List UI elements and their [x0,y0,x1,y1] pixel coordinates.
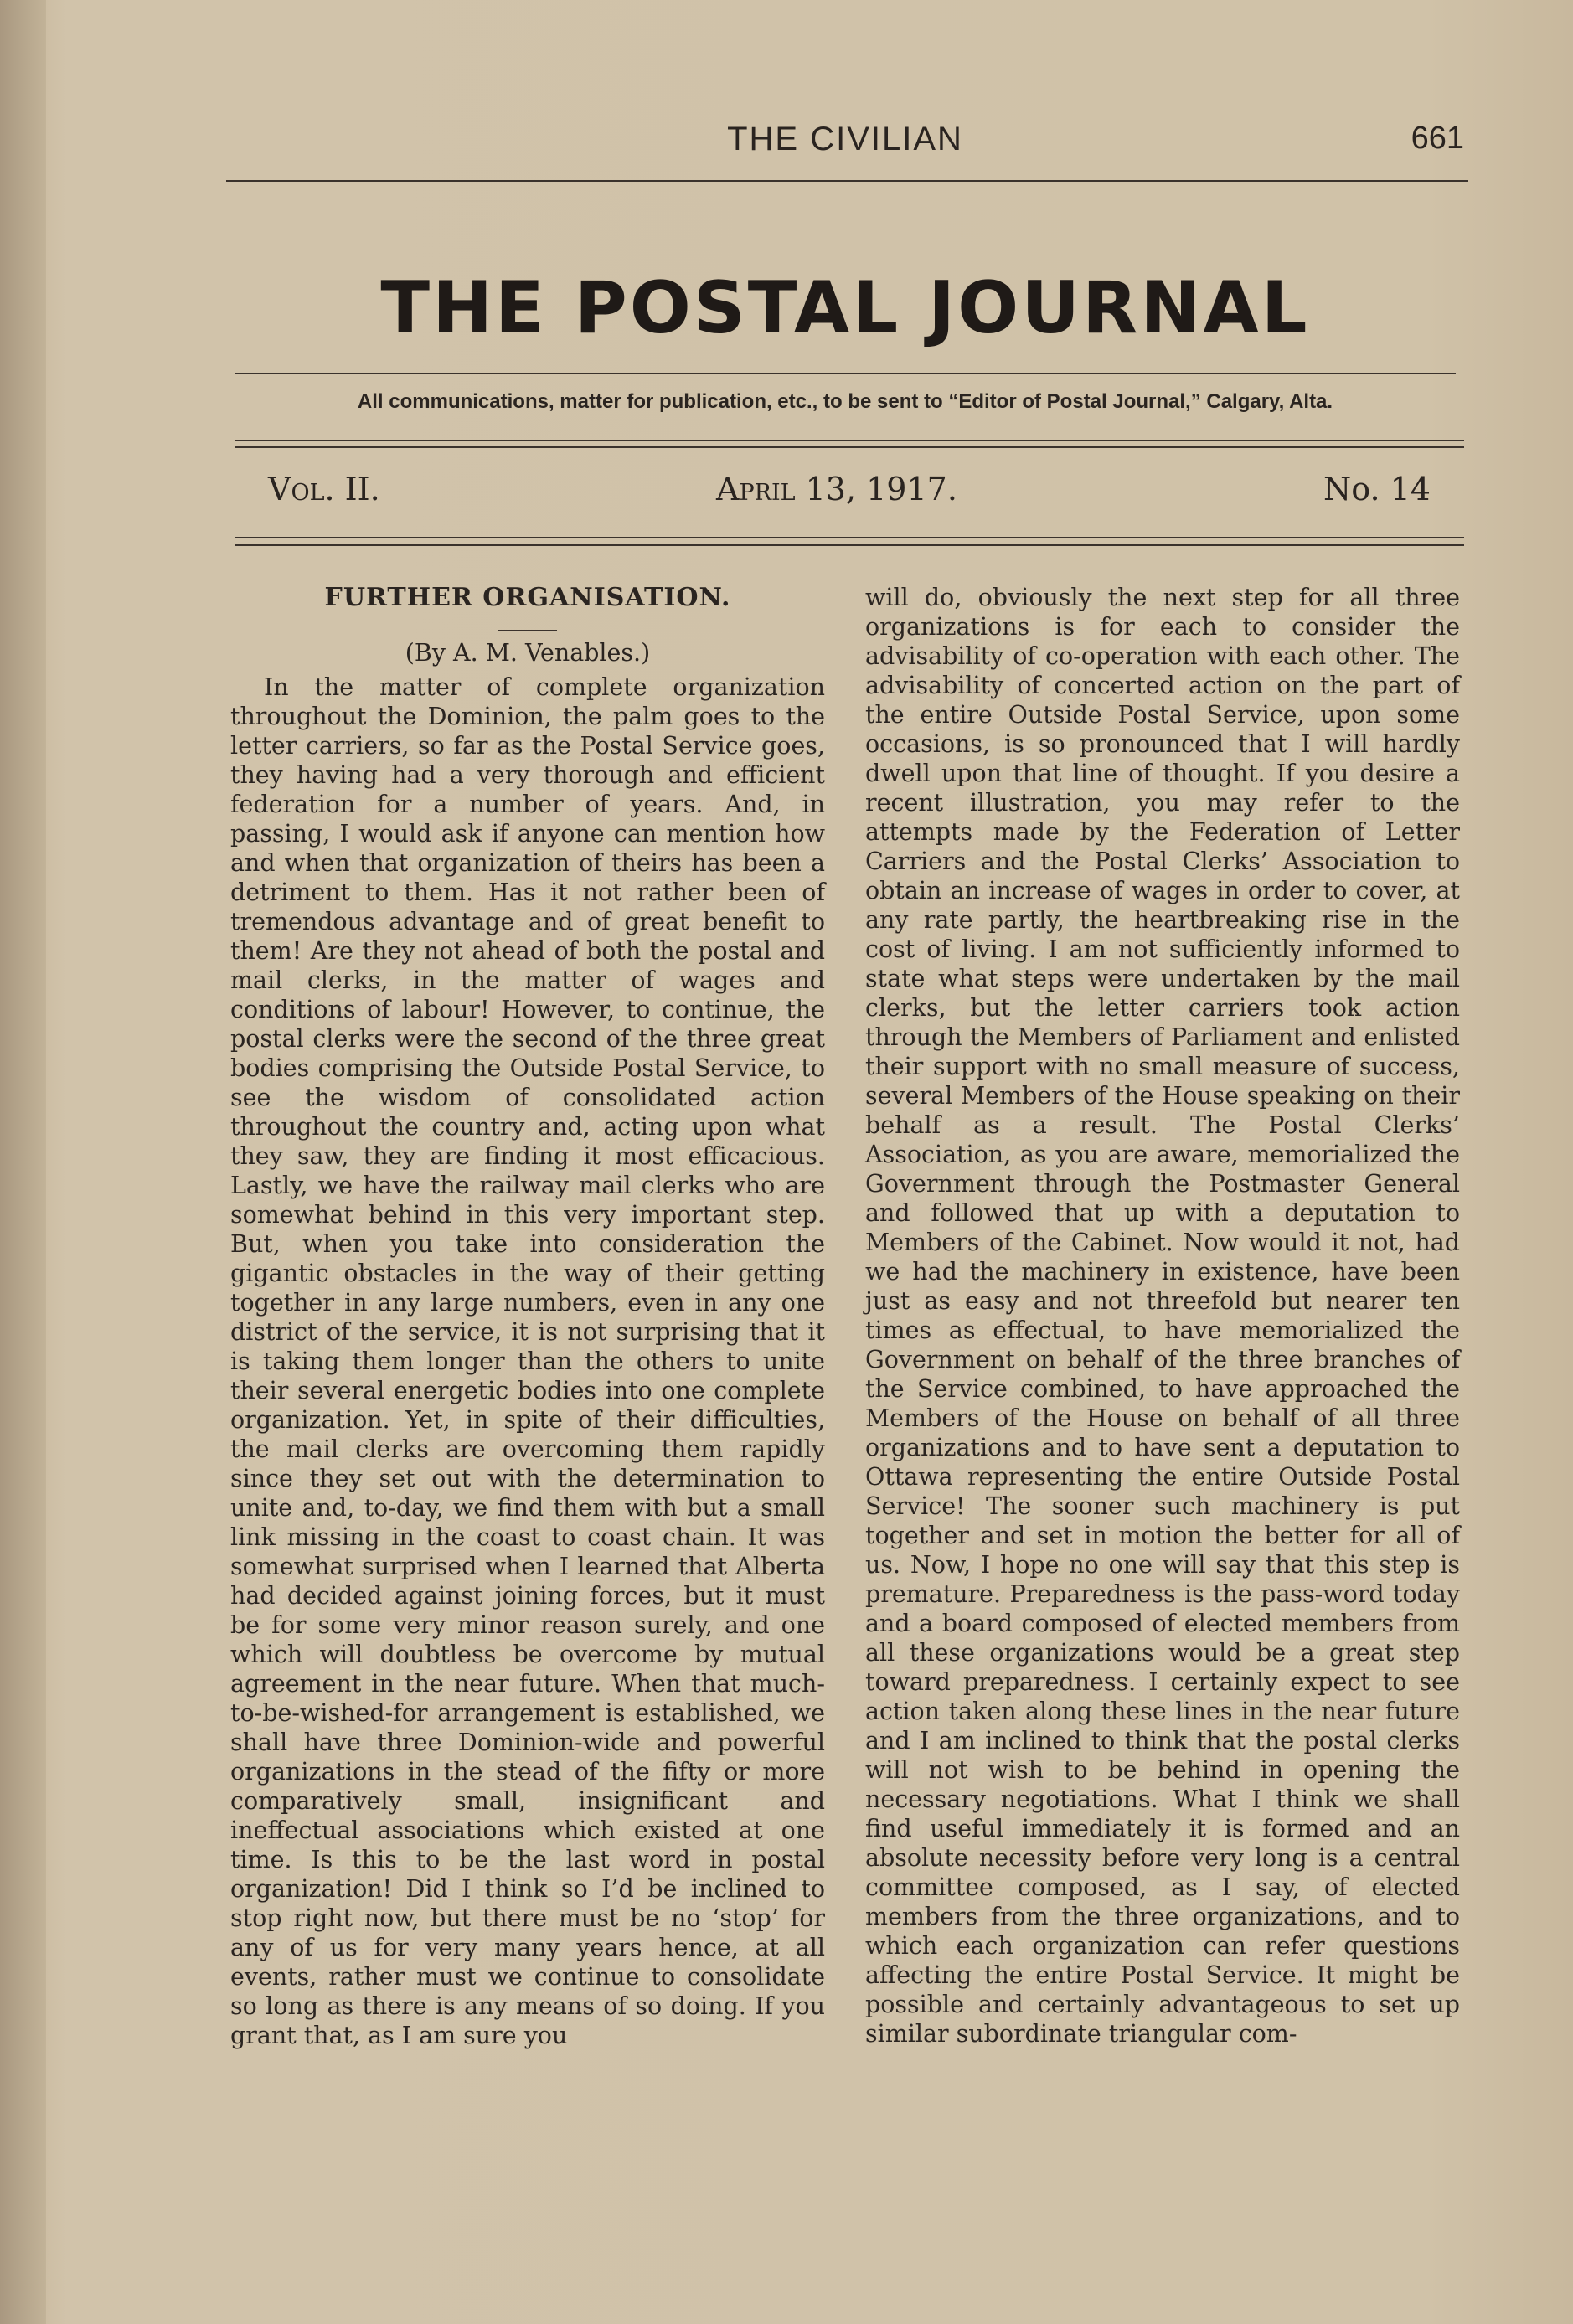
article-right-column [865,583,1460,2048]
running-header [226,119,1464,169]
issue-number: No. 14 [1323,471,1431,508]
running-header-title: THE CIVILIAN [727,121,963,157]
issue-date: April 13, 1917. [716,471,957,508]
page-number: 661 [1411,121,1464,156]
article-byline: (By A. M. Venables.) [405,639,651,667]
issue-rule-top [235,537,1464,538]
volume-label: Vol. II. [268,471,380,508]
journal-masthead: THE POSTAL JOURNAL [380,266,1310,350]
issue-rule-bottom [235,544,1464,546]
editorial-notice: All communications, matter for publication, etc., to be sent to “Editor of Postal Journal,” Calgary, Alta. [357,390,1333,413]
article-body-right: will do, obviously the next step for all three organizations is for each to consider the advisability of co-operation with each other. The advisability of concerted action on the part of the entire Outside Postal Service, upon some occasions, is so pronounced that I will hardly dwell upon that line of thought. If you desire a recent illustration, you may refer to the attempts made by the Federation of Letter Carriers and the Postal Clerks’ Association to obtain an increase of wages in order to cover, at any rate partly, the heartbreaking rise in the cost of living. I am not sufficiently informed to state what steps were undertaken by the mail clerks, but the letter carriers took action through the Members of Parliament and enlisted their support with no small measure of success, several Members of the House speaking on their behalf as a result. The Postal Clerks’ Association, as you are aware, memorialized the Government through the Postmaster General and followed that up with a deputation to Members of the Cabinet. Now would it not, had we had the machinery in existence, have been just as easy and not threefold but nearer ten times as effectual, to have memorialized the Government on behalf of the three branches of the Service combined, to have approached the Members of the House on behalf of all three organizations and to have sent a deputation to Ottawa representing the entire Outside Postal Service! The sooner such machinery is put together and set in motion the better for all of us. Now, I hope no one will say that this step is premature. Preparedness is the pass-word today and a board composed of elected members from all these organizations would be a great step toward preparedness. I certainly expect to see action taken along these lines in the near future and I am inclined to think that the postal clerks will not wish to be behind in opening the necessary negotiations. What I think we shall find useful immediately it is formed and an absolute necessity before very long is a central committee composed, as I say, of elected members from the three organizations, and to which each organization can refer questions affecting the entire Postal Service. It might be possible and certainly advantageous to set up similar subordinate triangular com- [865,584,1460,2048]
notice-rule-bottom [235,446,1464,448]
article-left-column [230,583,825,2050]
byline-rule [498,630,557,631]
binding-edge [0,0,46,2324]
issue-line [268,471,1431,518]
header-rule [226,180,1468,182]
notice-rule-top [235,440,1464,441]
article-title: FURTHER ORGANISATION. [324,583,731,612]
masthead-rule [235,373,1456,374]
article-body-left: In the matter of complete organization throughout the Dominion, the palm goes to the letter carriers, so far as the Postal Service goes, they having had a very thorough and efficient federation for a number of years. And, in passing, I would ask if anyone can mention how and when that organization of theirs has been a detriment to them. Has it not rather been of tremendous advantage and of great benefit to them! Are they not ahead of both the postal and mail clerks, in the matter of wages and conditions of labour! However, to continue, the postal clerks were the second of the three great bodies comprising the Outside Postal Service, to see the wisdom of consolidated action throughout the country and, acting upon what they saw, they are finding it most efficacious. Lastly, we have the railway mail clerks who are somewhat behind in this very important step. But, when you take into consideration the gigantic obstacles in the way of their getting together in any large numbers, even in any one district of the service, it is not surprising that it is taking them longer than the others to unite their several energetic bodies into one complete organization. Yet, in spite of their difficulties, the mail clerks are overcoming them rapidly since they set out with the determination to unite and, to-day, we find them with but a small link missing in the coast to coast chain. It was somewhat surprised when I learned that Alberta had decided against joining forces, but it must be for some very minor reason surely, and one which will doubtless be overcome by mutual agreement in the near future. When that much-to-be-wished-for arrangement is established, we shall have three Dominion-wide and powerful organizations in the stead of the fifty or more comparatively small, insignificant and ineffectual associations which existed at one time. Is this to be the last word in postal organization! Did I think so I’d be inclined to stop right now, but there must be no ‘stop’ for any of us for very many years hence, at all events, rather must we continue to consolidate so long as there is any means of so doing. If you grant that, as I am sure you [230,673,825,2049]
